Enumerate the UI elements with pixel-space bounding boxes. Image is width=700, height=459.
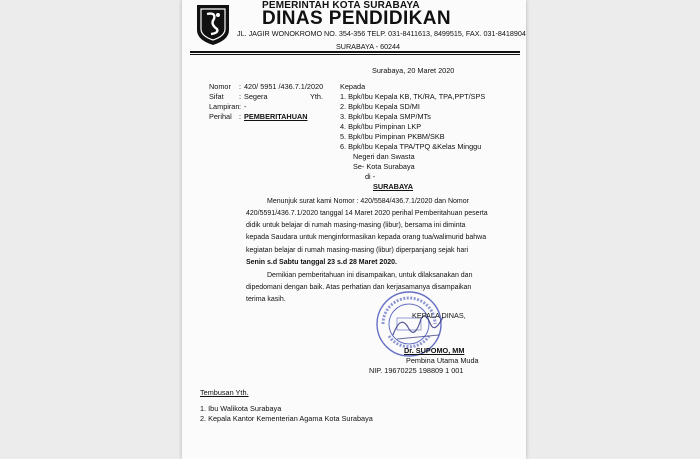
meta-value-sifat: Segera [244,92,268,101]
meta-value-perihal: PEMBERITAHUAN [244,112,308,121]
recipient-item: Se- Kota Surabaya [353,162,415,171]
body-line: terima kasih. [246,296,286,304]
meta-value-nomor: 420/ 5951 /436.7.1/2020 [244,82,324,91]
surabaya-city-logo [194,2,232,46]
signature-name: Dr. SUPOMO, MM [404,346,465,355]
meta-label-sifat: Sifat [209,92,224,101]
recipient-item: Negeri dan Swasta [353,152,415,161]
signature-nip: NIP. 19670225 198809 1 001 [369,366,464,375]
cc-title: Tembusan Yth. [200,388,249,397]
header-address: JL. JAGIR WONOKROMO NO. 354-356 TELP. 031-8411613, 8499515, FAX. 031-8418904 [237,29,526,38]
body-line: kepada Saudara untuk menginformasikan kepada orang tua/walimurid bahwa [246,234,487,242]
body-line: Demikian pemberitahuan ini disampaikan, untuk dilaksanakan dan [267,272,473,279]
letter-page: PEMERINTAH KOTA SURABAYA DINAS PENDIDIKAN JL. JAGIR WONOKROMO NO. 354-356 TELP. 031-8411613, 8499515, FAX. 031-8418904 SURABAYA - 60244 Surabaya, 20 Maret 2020 Nomor : 420/ 5951 /436.7.1/2020 Sifat : Segera Lampiran : - Perihal : PEMBERITAHUAN Yth. Kepada 1. Bpk/Ibu Kepala KB, TK/RA, TPA,PPT/SPS 2. Bpk/Ibu Kepala SD/MI 3. Bpk/Ibu Kepala SMP/MTs 4. Bpk/Ibu Pimpinan LKP 5. Bpk/Ibu Pimpinan PKBM/SKB 6. Bpk/Ibu Kepala TPA/TPQ &Kelas Minggu Negeri dan Swasta Se- Kota Surabaya di - SURABAYA Menunjuk surat kami Nomor : 420/5584/436.7.1/2020 dan Nomor 420/5591/436.7.1/2020 tanggal 14 Maret 2020 perihal Pemberitahuan peserta didik untuk belajar di rumah masing-masing (libur), bersama ini diminta kepada Saudara untuk menginformasikan kepada orang tua/walimurid bahwa kegiatan belajar di rumah masing-masing (libur) diperpanjang sejak hari Senin s.d Sabtu tanggal 23 s.d 28 Maret 2020. Demikian pemberitahuan ini disampaikan, untuk dilaksanakan dan dipedomani dengan baik. Atas perhatian dan kerjasamanya disampaikan terima kasih. KEPALA DINAS, Dr. SUPOMO, MM Pembina Utama Muda NIP. 19670225 198809 1 001 Tembusan Yth. 1. Ibu Walikota Surabaya 2. Kepala Kantor Kementerian Agama Kota Surabaya [182,0,526,459]
body-line: Menunjuk surat kami Nomor : 420/5584/436.7.1/2020 dan Nomor [267,198,469,205]
letter-date: Surabaya, 20 Maret 2020 [372,66,455,75]
meta-value-lampiran: - [244,102,247,111]
header-agency-name: DINAS PENDIDIKAN [262,8,452,29]
recipient-item: 4. Bpk/Ibu Pimpinan LKP [340,122,422,131]
header-government-name: PEMERINTAH KOTA SURABAYA [262,0,420,11]
body-paragraph-1 [267,196,515,208]
recipient-item: 3. Bpk/Ibu Kepala SMP/MTs [340,112,431,121]
body-paragraph-1-cont [246,208,516,269]
meta-label-lampiran: Lampiran [209,102,240,111]
cc-item: 1. Ibu Walikota Surabaya [200,404,282,413]
recipient-item: 5. Bpk/Ibu Pimpinan PKBM/SKB [340,132,445,141]
header-rule-thick [190,51,520,53]
cc-item: 2. Kepala Kantor Kementerian Agama Kota Surabaya [200,414,373,423]
body-line: didik untuk belajar di rumah masing-masing (libur), bersama ini diminta [246,222,466,230]
recipient-place: SURABAYA [373,182,414,191]
signature-title: KEPALA DINAS, [412,311,466,320]
body-line: kegiatan belajar di rumah masing-masing (libur) diperpanjang sejak hari [246,246,469,254]
recipient-kepada: Kepada [340,82,366,91]
meta-label-perihal: Perihal [209,112,232,121]
body-line: 420/5591/436.7.1/2020 tanggal 14 Maret 2020 perihal Pemberitahuan peserta [246,210,488,217]
recipient-di: di - [365,172,376,181]
body-paragraph-2 [267,270,515,282]
signature-rank: Pembina Utama Muda [406,356,479,365]
recipient-yth: Yth. [310,92,323,101]
header-city: SURABAYA - 60244 [336,42,401,51]
recipient-item: 1. Bpk/Ibu Kepala KB, TK/RA, TPA,PPT/SPS [340,92,486,101]
recipient-item: 2. Bpk/Ibu Kepala SD/MI [340,102,420,111]
body-line-bold-dates: Senin s.d Sabtu tanggal 23 s.d 28 Maret 2020. [246,258,397,266]
meta-label-nomor: Nomor [209,82,231,91]
body-line: dipedomani dengan baik. Atas perhatian dan kerjasamanya disampaikan [246,284,472,291]
header-rule-thin [190,54,520,55]
recipient-item: 6. Bpk/Ibu Kepala TPA/TPQ &Kelas Minggu [340,142,482,151]
